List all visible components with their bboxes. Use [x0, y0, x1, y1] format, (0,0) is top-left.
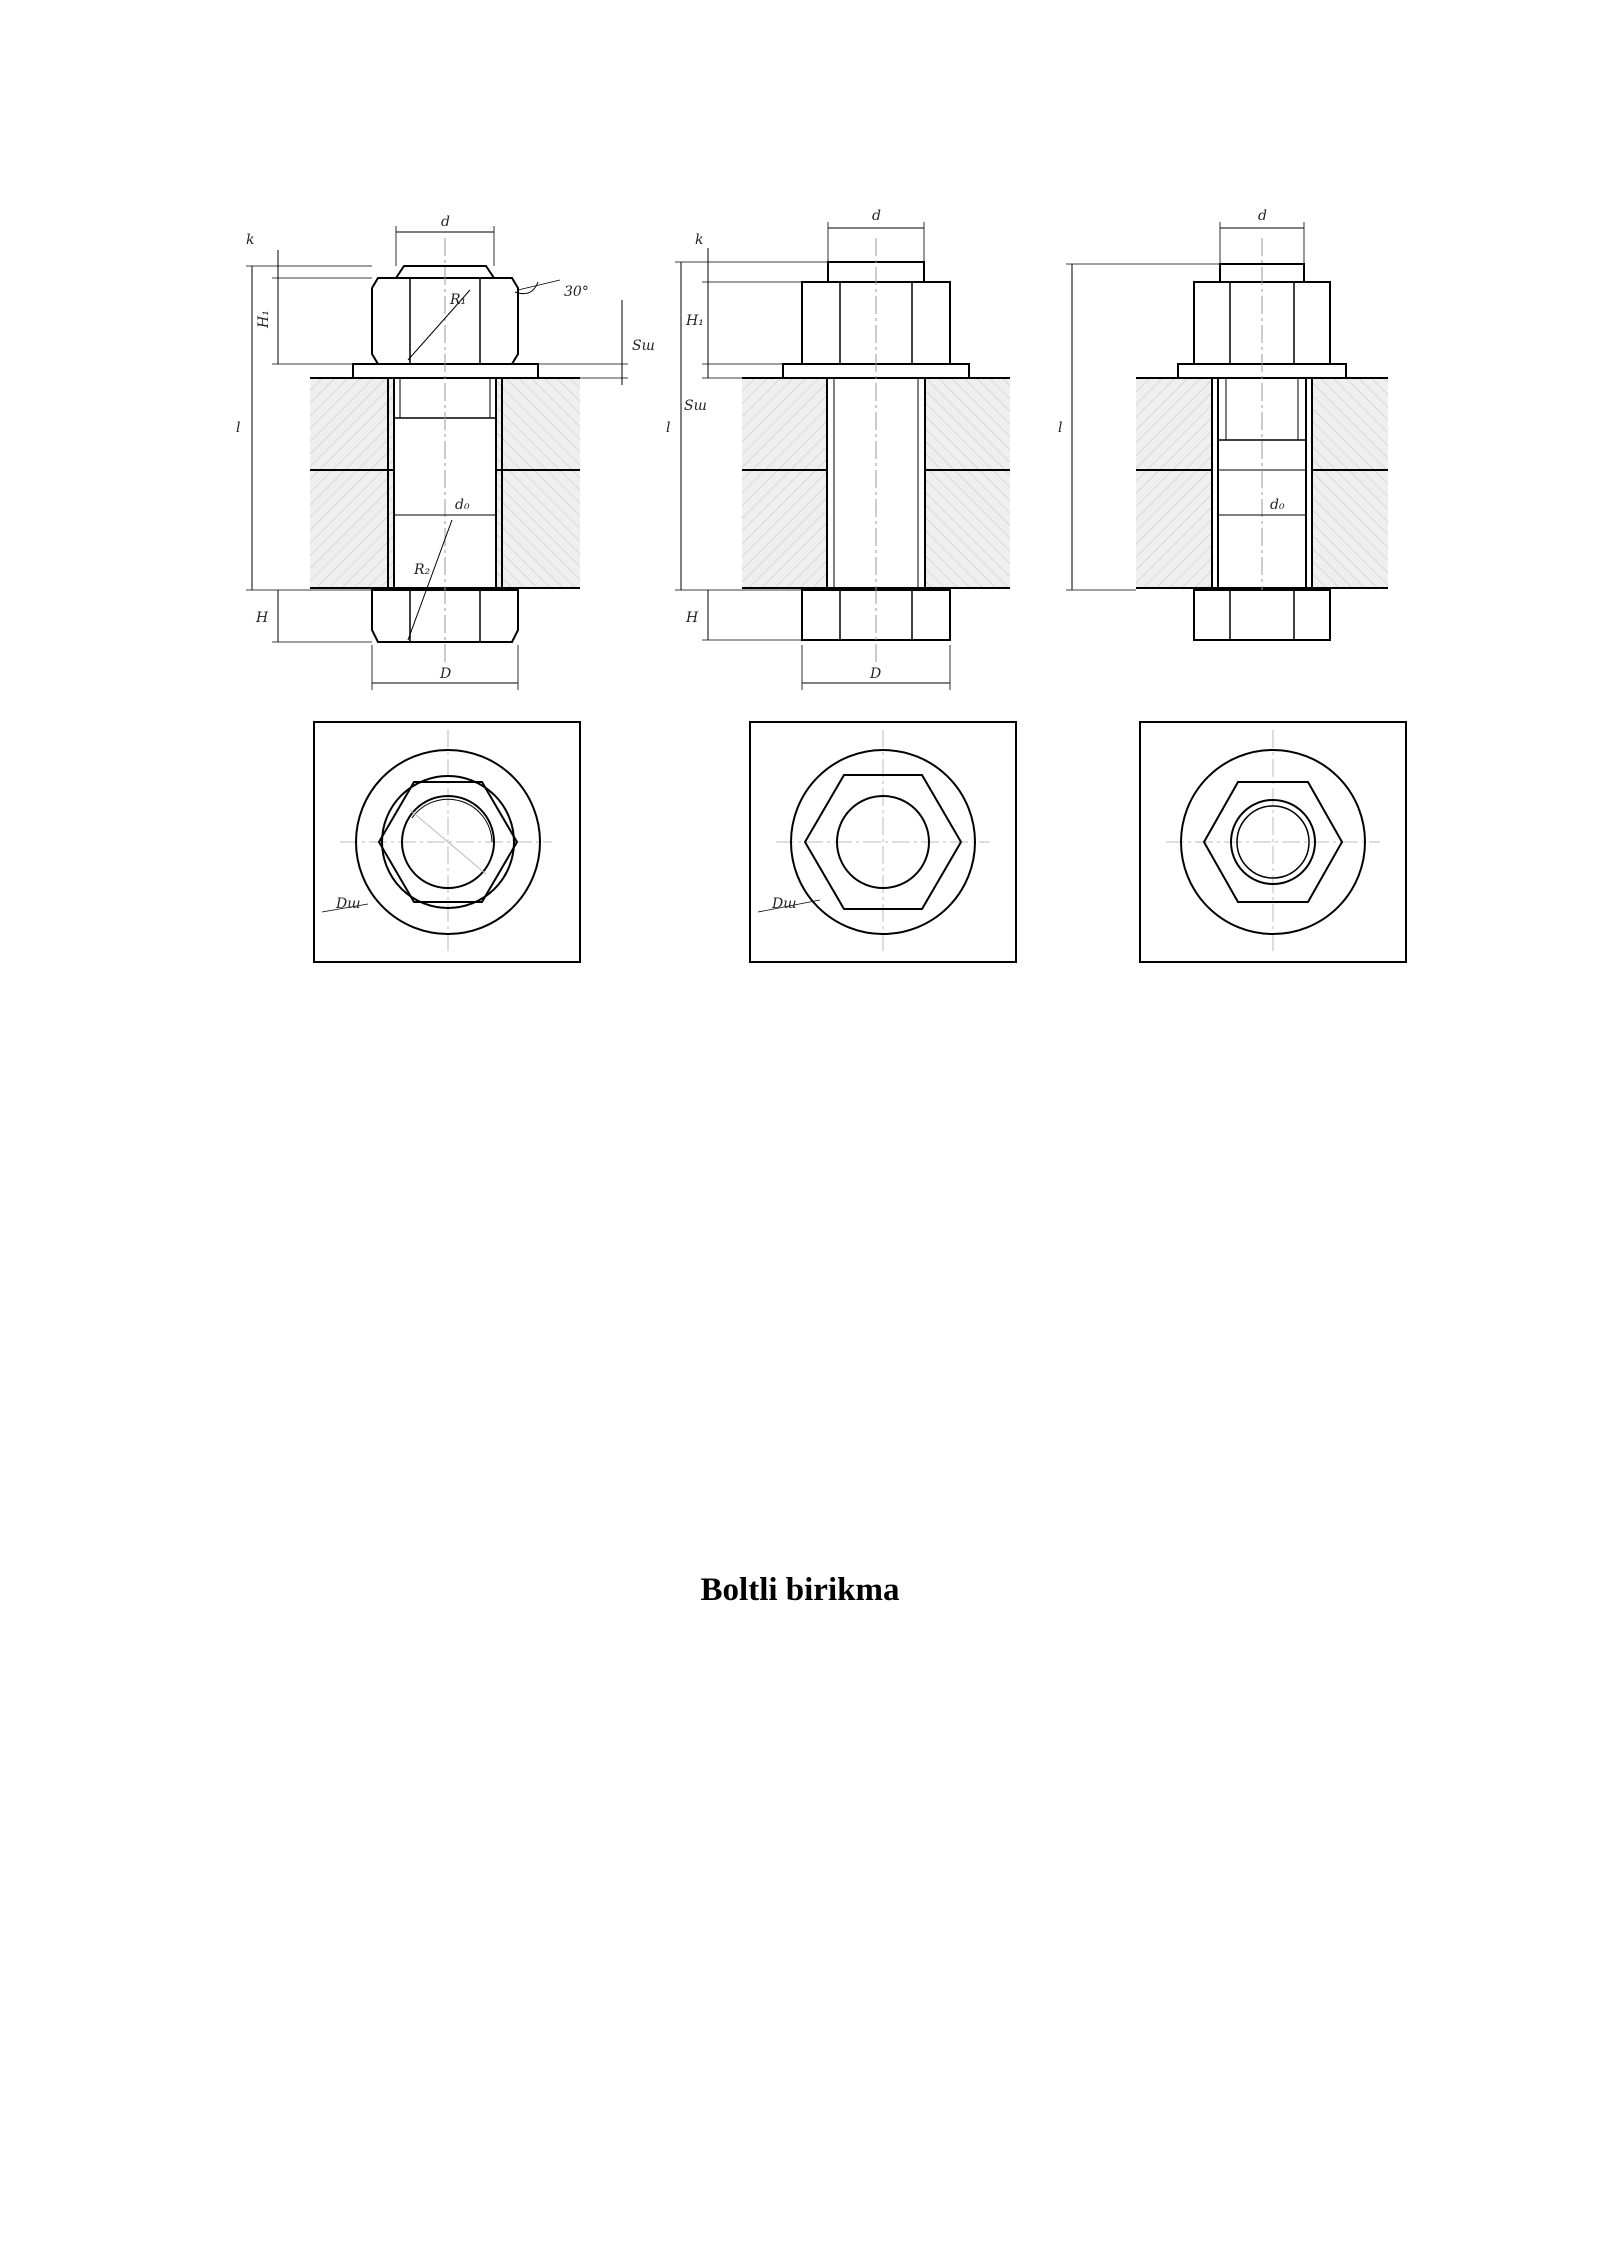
label-R1: R₁	[450, 292, 467, 308]
label-d0-3: d₀	[1270, 497, 1285, 513]
label-H-2: H	[686, 610, 699, 626]
label-Sm: Sш	[632, 338, 655, 354]
label-H: H	[256, 610, 269, 626]
label-d-3: d	[1258, 208, 1267, 224]
label-k-2: k	[695, 232, 704, 248]
figure-caption: Boltli birikma	[700, 1572, 900, 1608]
stud-view	[1058, 208, 1388, 640]
label-l-2: l	[666, 420, 671, 436]
label-l-3: l	[1058, 420, 1063, 436]
label-d-2: d	[872, 208, 881, 224]
top-view-2	[750, 722, 1016, 962]
label-Dm-2: Dш	[772, 896, 797, 912]
label-D: D	[440, 666, 452, 682]
bolted-joint-drawing	[0, 0, 1600, 1000]
label-Sm-2: Sш	[684, 398, 707, 414]
plate-right	[495, 378, 580, 588]
top-view-3	[1140, 722, 1406, 962]
top-view-1	[314, 722, 580, 962]
label-d: d	[441, 214, 450, 230]
plate-left	[310, 378, 395, 588]
bolt-simplified-view	[666, 208, 1010, 690]
label-H1-2: H₁	[686, 313, 704, 329]
label-angle: 30°	[564, 284, 589, 300]
label-d0: d₀	[455, 497, 470, 513]
label-Dm-1: Dш	[336, 896, 361, 912]
bolt-section-view	[236, 214, 655, 690]
label-R2: R₂	[414, 562, 431, 578]
label-D-2: D	[870, 666, 882, 682]
label-H1: H₁	[256, 310, 272, 328]
label-k: k	[246, 232, 255, 248]
label-l: l	[236, 420, 241, 436]
